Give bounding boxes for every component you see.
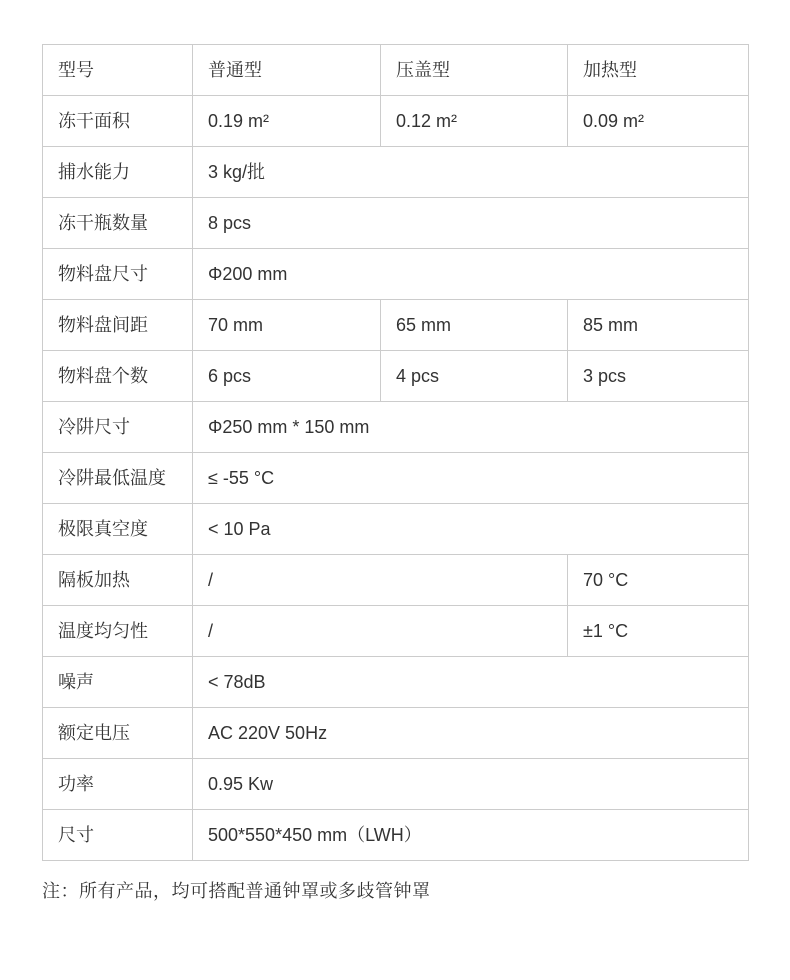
spec-row: [43, 96, 749, 147]
spec-value-cell: AC 220V 50Hz: [193, 708, 749, 759]
spec-value-cell: 3 pcs: [568, 351, 749, 402]
spec-label-cell: 物料盘尺寸: [43, 249, 193, 300]
spec-label-cell: 极限真空度: [43, 504, 193, 555]
spec-label-cell: 功率: [43, 759, 193, 810]
spec-row: [43, 810, 749, 861]
footnote: 注：所有产品，均可搭配普通钟罩或多歧管钟罩: [42, 881, 431, 901]
spec-label-cell: 隔板加热: [43, 555, 193, 606]
spec-row: [43, 453, 749, 504]
spec-value-cell: 85 mm: [568, 300, 749, 351]
spec-row: [43, 351, 749, 402]
spec-table: [42, 44, 749, 861]
spec-label-cell: 冷阱尺寸: [43, 402, 193, 453]
spec-label-cell: 物料盘个数: [43, 351, 193, 402]
spec-value-cell: 0.19 m²: [193, 96, 381, 147]
spec-label-cell: 温度均匀性: [43, 606, 193, 657]
spec-value-cell: < 10 Pa: [193, 504, 749, 555]
spec-value-cell: /: [193, 555, 568, 606]
spec-row: [43, 759, 749, 810]
spec-value-cell: 普通型: [193, 45, 381, 96]
spec-label-cell: 冻干面积: [43, 96, 193, 147]
spec-value-cell: 65 mm: [381, 300, 568, 351]
spec-value-cell: 70 mm: [193, 300, 381, 351]
spec-header-row: [43, 45, 749, 96]
spec-label-cell: 捕水能力: [43, 147, 193, 198]
spec-value-cell: 0.95 Kw: [193, 759, 749, 810]
spec-value-cell: < 78dB: [193, 657, 749, 708]
spec-row: [43, 657, 749, 708]
spec-row: [43, 708, 749, 759]
spec-row: [43, 606, 749, 657]
spec-row: [43, 198, 749, 249]
spec-value-cell: ±1 °C: [568, 606, 749, 657]
spec-value-cell: 0.09 m²: [568, 96, 749, 147]
spec-row: [43, 147, 749, 198]
spec-row: [43, 402, 749, 453]
spec-value-cell: 6 pcs: [193, 351, 381, 402]
spec-label-cell: 冷阱最低温度: [43, 453, 193, 504]
spec-value-cell: 500*550*450 mm（LWH）: [193, 810, 749, 861]
spec-value-cell: /: [193, 606, 568, 657]
spec-value-cell: 4 pcs: [381, 351, 568, 402]
spec-value-cell: 加热型: [568, 45, 749, 96]
spec-label-cell: 型号: [43, 45, 193, 96]
spec-value-cell: 8 pcs: [193, 198, 749, 249]
spec-value-cell: 0.12 m²: [381, 96, 568, 147]
spec-label-cell: 物料盘间距: [43, 300, 193, 351]
spec-label-cell: 冻干瓶数量: [43, 198, 193, 249]
spec-value-cell: ≤ -55 °C: [193, 453, 749, 504]
spec-value-cell: 3 kg/批: [193, 147, 749, 198]
spec-row: [43, 249, 749, 300]
spec-row: [43, 504, 749, 555]
spec-value-cell: Φ200 mm: [193, 249, 749, 300]
spec-label-cell: 尺寸: [43, 810, 193, 861]
spec-value-cell: 压盖型: [381, 45, 568, 96]
spec-table-body: [43, 45, 749, 861]
spec-row: [43, 300, 749, 351]
spec-row: [43, 555, 749, 606]
spec-label-cell: 噪声: [43, 657, 193, 708]
spec-label-cell: 额定电压: [43, 708, 193, 759]
spec-value-cell: 70 °C: [568, 555, 749, 606]
spec-value-cell: Φ250 mm * 150 mm: [193, 402, 749, 453]
